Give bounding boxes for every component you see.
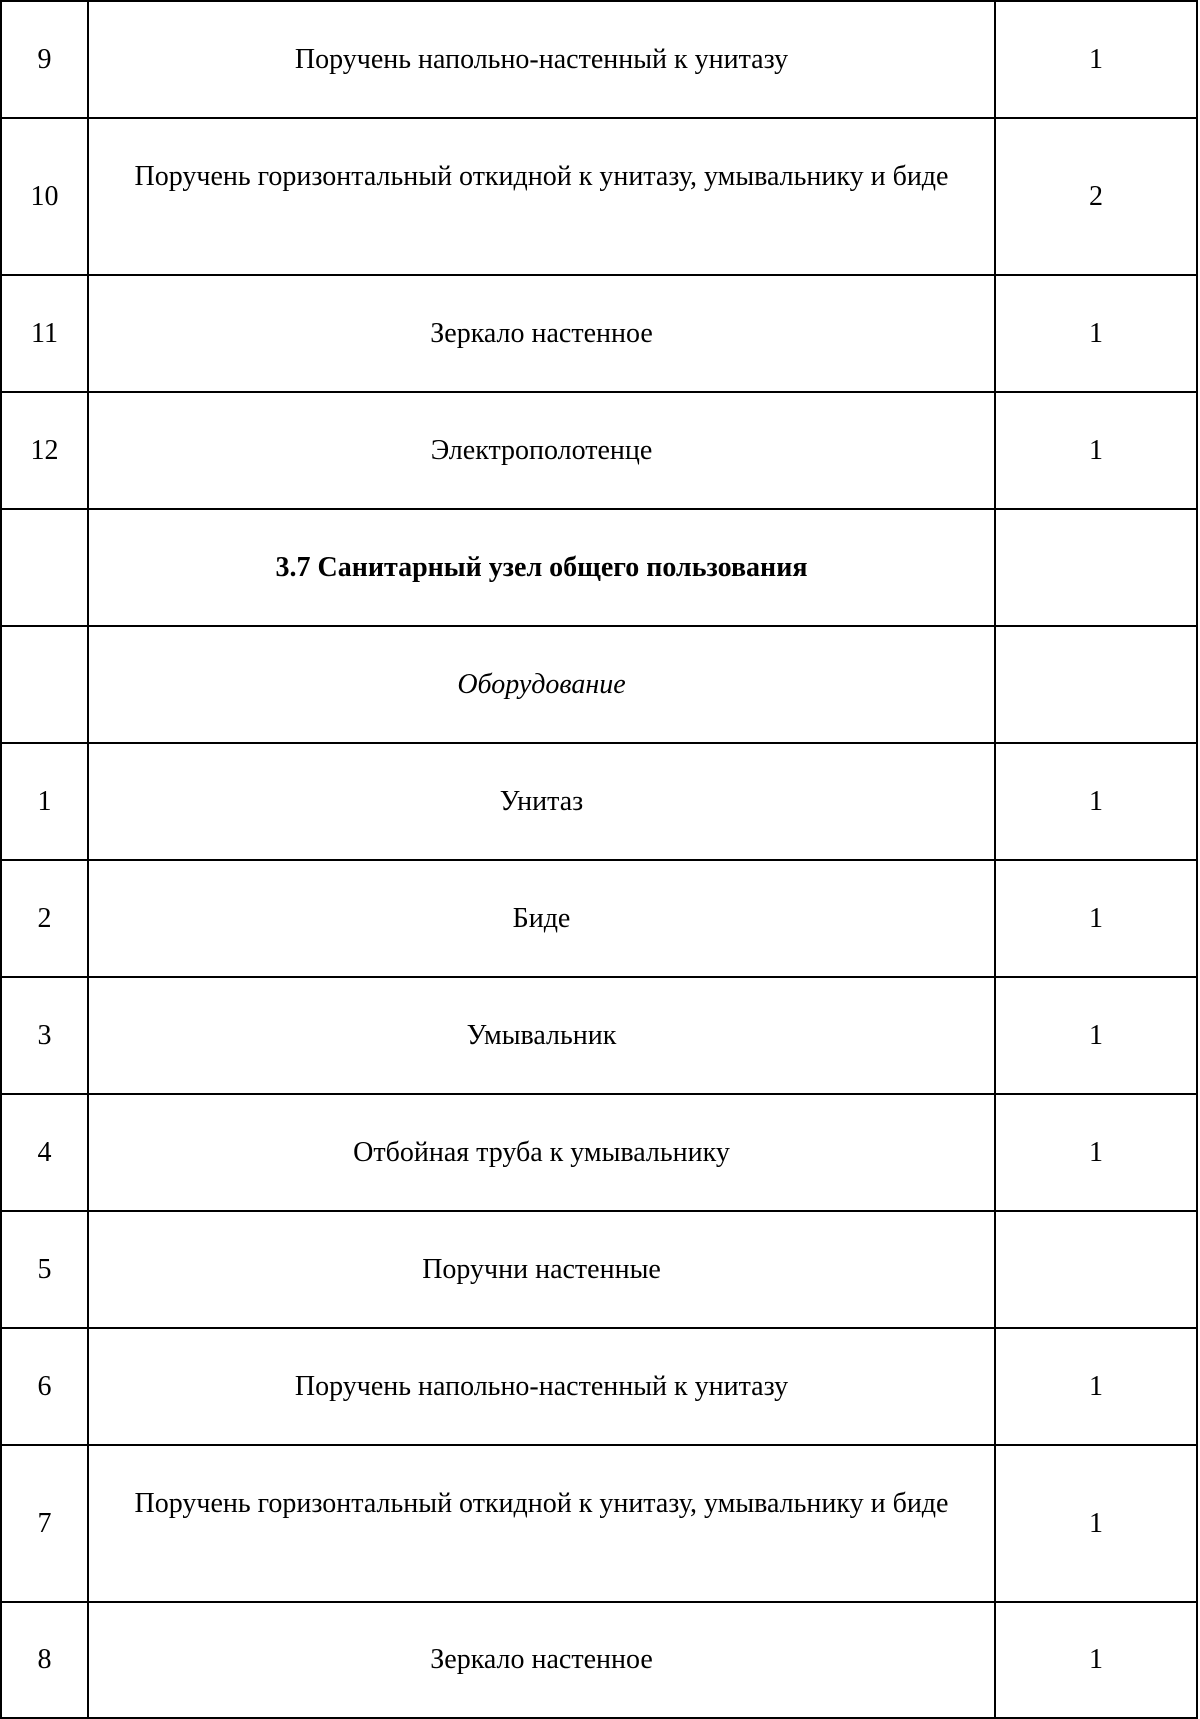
item-name: Поручень горизонтальный откидной к унитазу, умывальнику и биде — [88, 118, 995, 275]
table-row — [1, 275, 1197, 392]
item-quantity: 1 — [995, 1602, 1197, 1718]
item-quantity: 1 — [995, 1445, 1197, 1602]
item-quantity: 2 — [995, 118, 1197, 275]
item-number: 9 — [1, 1, 88, 118]
empty-cell — [1, 509, 88, 626]
subsection-title: Оборудование — [88, 626, 995, 743]
item-number: 7 — [1, 1445, 88, 1602]
item-name: Зеркало настенное — [88, 275, 995, 392]
item-quantity: 1 — [995, 860, 1197, 977]
table-row — [1, 1602, 1197, 1718]
empty-cell — [995, 509, 1197, 626]
item-name: Зеркало настенное — [88, 1602, 995, 1718]
empty-cell — [1, 626, 88, 743]
item-name: Умывальник — [88, 977, 995, 1094]
item-quantity — [995, 1211, 1197, 1328]
item-number: 8 — [1, 1602, 88, 1718]
table-row — [1, 1445, 1197, 1602]
item-name: Биде — [88, 860, 995, 977]
table-row — [1, 118, 1197, 275]
item-number: 1 — [1, 743, 88, 860]
item-quantity: 1 — [995, 275, 1197, 392]
table-row — [1, 743, 1197, 860]
table-row — [1, 1094, 1197, 1211]
item-name: Поручень напольно-настенный к унитазу — [88, 1328, 995, 1445]
table-row — [1, 1211, 1197, 1328]
item-number: 4 — [1, 1094, 88, 1211]
item-quantity: 1 — [995, 1094, 1197, 1211]
empty-cell — [995, 626, 1197, 743]
item-number: 11 — [1, 275, 88, 392]
table-row — [1, 860, 1197, 977]
table-row — [1, 1, 1197, 118]
item-number: 10 — [1, 118, 88, 275]
item-name: Поручень горизонтальный откидной к унитазу, умывальнику и биде — [88, 1445, 995, 1602]
item-name: Поручень напольно-настенный к унитазу — [88, 1, 995, 118]
item-number: 12 — [1, 392, 88, 509]
subsection-header-row — [1, 626, 1197, 743]
table-row — [1, 1328, 1197, 1445]
item-quantity: 1 — [995, 977, 1197, 1094]
item-quantity: 1 — [995, 743, 1197, 860]
item-name: Унитаз — [88, 743, 995, 860]
item-number: 6 — [1, 1328, 88, 1445]
item-quantity: 1 — [995, 1, 1197, 118]
section-header-row — [1, 509, 1197, 626]
table-row — [1, 977, 1197, 1094]
section-title: 3.7 Санитарный узел общего пользования — [88, 509, 995, 626]
item-quantity: 1 — [995, 392, 1197, 509]
table-row — [1, 392, 1197, 509]
item-quantity: 1 — [995, 1328, 1197, 1445]
item-number: 5 — [1, 1211, 88, 1328]
item-number: 3 — [1, 977, 88, 1094]
item-name: Электрополотенце — [88, 392, 995, 509]
item-name: Поручни настенные — [88, 1211, 995, 1328]
item-name: Отбойная труба к умывальнику — [88, 1094, 995, 1211]
item-number: 2 — [1, 860, 88, 977]
